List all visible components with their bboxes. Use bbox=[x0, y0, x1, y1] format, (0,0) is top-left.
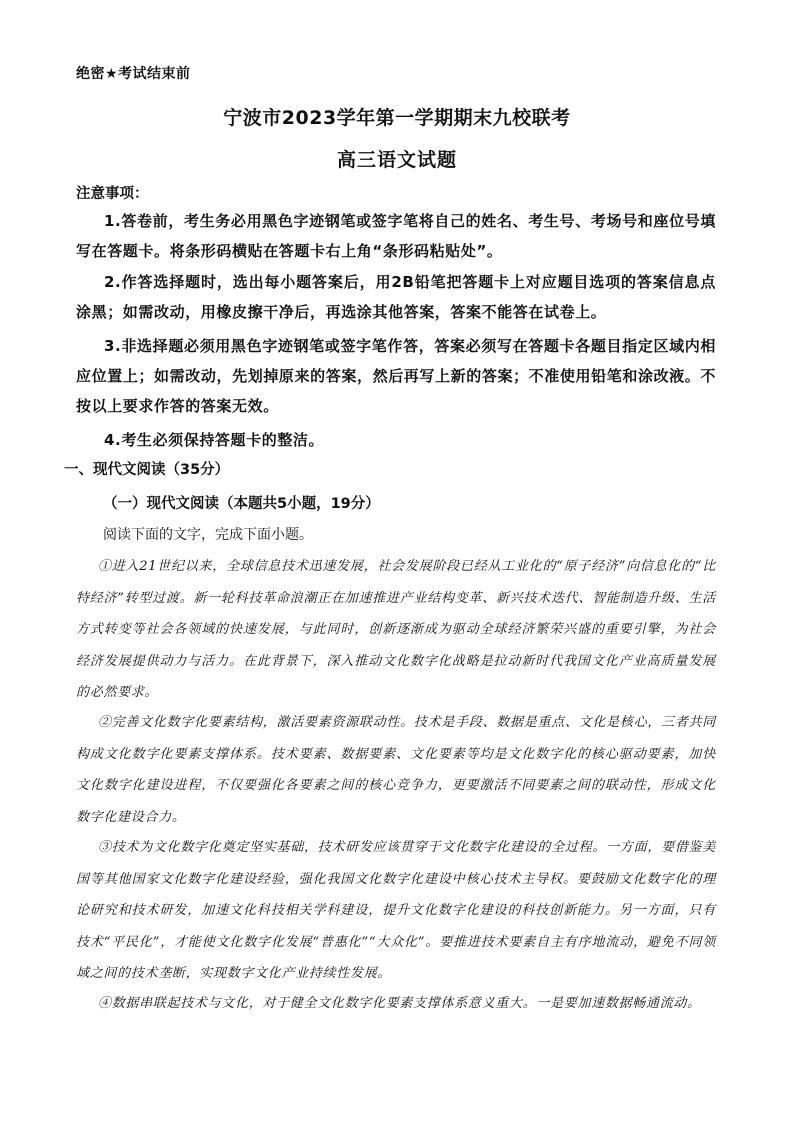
passage-paragraph-1: ①进入21世纪以来，全球信息技术迅速发展，社会发展阶段已经从工业化的“原子经济”向信息化的“比特经济”转型过渡。新一轮科技革命浪潮正在加速推进产业结构变革、新兴技术迭代、智能制造升级、生活方式转变等社会各领域的快速发展，与此同时，创新逐渐成为驱动全球经济繁荣兴盛的重要引擎，为社会经济发展提供动力与活力。在此背景下，深入推动文化数字化战略是拉动新时代我国文化产业高质量发展的必然要求。 bbox=[76, 559, 716, 700]
subsection-title: （一）现代文阅读（本题共5小题，19分） bbox=[103, 496, 380, 512]
notice-heading: 注意事项： bbox=[76, 186, 149, 202]
notice-item-3: 3.非选择题必须用黑色字迹钢笔或签字笔作答，答案必须写在答题卡各题目指定区域内相应位置上；如需改动，先划掉原来的答案，然后再写上新的答案；不准使用铅笔和涂改液。不按以上要求作答的答案无效。 bbox=[76, 337, 716, 415]
reading-instruction: 阅读下面的文字，完成下面小题。 bbox=[103, 527, 313, 543]
notice-item-1: 1.答卷前，考生务必用黑色字迹钢笔或签字笔将自己的姓名、考生号、考场号和座位号填写在答题卡。将条形码横贴在答题卡右上角“条形码粘贴处”。 bbox=[76, 212, 716, 260]
passage-paragraph-4: ④数据串联起技术与文化，对于健全文化数字化要素支撑体系意义重大。一是要加速数据畅通流动。 bbox=[98, 996, 701, 1011]
passage-paragraph-3: ③技术为文化数字化奠定坚实基础，技术研发应该贯穿于文化数字化建设的全过程。一方面，要借鉴美国等其他国家文化数字化建设经验，强化我国文化数字化建设中核心技术主导权。要鼓励文化数字化的理论研究和技术研发，加速文化科技相关学科建设，提升文化数字化建设的科技创新能力。另一方面，只有技术“平民化”，才能使文化数字化发展“普惠化”“大众化”。要推进技术要素自主有序地流动，避免不同领域之间的技术垄断，实现数字文化产业持续性发展。 bbox=[76, 840, 716, 981]
passage-paragraph-2: ②完善文化数字化要素结构，激活要素资源联动性。技术是手段、数据是重点、文化是核心，三者共同构成文化数字化要素支撑体系。技术要素、数据要素、文化要素等均是文化数字化的核心驱动要素，加快文化数字化建设进程，不仅要强化各要素之间的核心竞争力，更要激活不同要素之间的联动性，形成文化数字化建设合力。 bbox=[76, 715, 716, 825]
exam-title: 宁波市2023学年第一学期期末九校联考 bbox=[223, 107, 571, 129]
secret-label: 绝密★考试结束前 bbox=[76, 66, 191, 82]
section-title: 一、现代文阅读（35分） bbox=[64, 462, 230, 478]
exam-subtitle: 高三语文试题 bbox=[336, 149, 457, 171]
notice-item-2: 2.作答选择题时，选出每小题答案后，用2B铅笔把答题卡上对应题目选项的答案信息点涂黑；如需改动，用橡皮擦干净后，再选涂其他答案，答案不能答在试卷上。 bbox=[76, 273, 716, 321]
notice-item-4: 4.考生必须保持答题卡的整洁。 bbox=[104, 431, 325, 449]
